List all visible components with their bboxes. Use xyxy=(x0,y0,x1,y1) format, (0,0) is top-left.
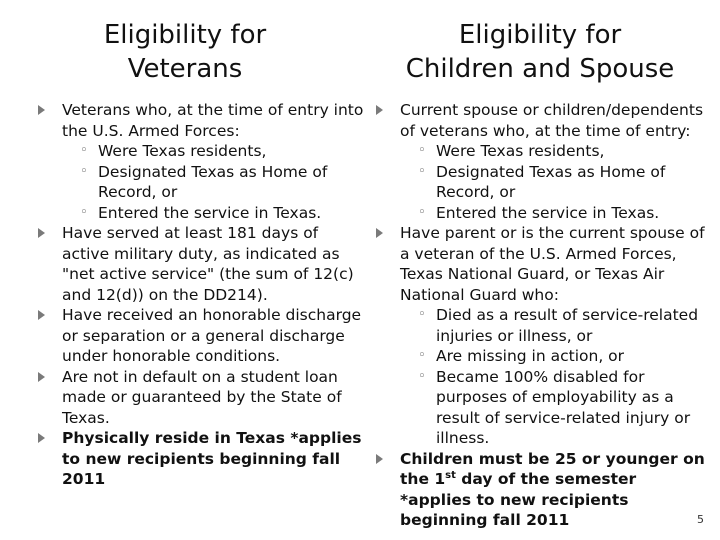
children-spouse-column xyxy=(376,100,706,531)
veterans-title xyxy=(70,18,300,86)
bullet-arrow-icon xyxy=(38,372,45,382)
sub-list-item-text: Are missing in action, or xyxy=(436,347,625,365)
list-item xyxy=(38,100,368,223)
list-item xyxy=(38,367,368,429)
bullet-arrow-icon xyxy=(38,105,45,115)
sub-bullet-icon: ◦ xyxy=(80,163,88,179)
list-item xyxy=(376,223,706,449)
sub-bullet-icon: ◦ xyxy=(418,348,426,363)
veterans-list xyxy=(38,100,368,490)
veterans-title-line1: Eligibility for xyxy=(103,20,267,50)
list-item-text: Children must be 25 or younger on the 1 xyxy=(400,449,705,488)
list-item-text: Veterans who, at the time of entry into the U.S. Armed Forces: xyxy=(62,101,364,140)
veterans-title-line2: Veterans xyxy=(127,54,243,84)
list-item-text: Physically reside in Texas *applies to new recipients beginning fall 2011 xyxy=(62,429,362,488)
bullet-arrow-icon xyxy=(376,228,383,238)
list-item-text: Are not in default on a student loan made or guaranteed by the State of Texas. xyxy=(62,367,342,427)
sub-list-item-text: Entered the service in Texas. xyxy=(98,203,322,222)
list-item-text: Current spouse or children/dependents of veterans who, at the time of entry: xyxy=(400,101,704,140)
sub-list-item xyxy=(62,141,368,162)
sub-list xyxy=(400,141,706,223)
list-item xyxy=(38,428,368,490)
list-item xyxy=(38,305,368,367)
bullet-arrow-icon xyxy=(38,433,45,443)
bullet-arrow-icon xyxy=(38,228,45,238)
sub-list-item xyxy=(400,367,706,449)
sub-bullet-icon: ◦ xyxy=(418,368,426,384)
sub-list-item xyxy=(400,346,706,367)
bullet-arrow-icon xyxy=(376,454,383,464)
sub-list-item xyxy=(400,141,706,162)
sub-bullet-icon: ◦ xyxy=(418,143,426,158)
sub-list xyxy=(400,305,706,449)
list-item-text: Have served at least 181 days of active military duty, as indicated as "net active service" (the sum of 12(c) and 12(d)) on the DD214). xyxy=(62,224,354,304)
sub-list-item-text: Entered the service in Texas. xyxy=(436,203,660,222)
sub-list-item-text: Died as a result of service-related injuries or illness, or xyxy=(436,306,699,345)
sub-list-item xyxy=(400,305,706,346)
sub-list-item-text: Became 100% disabled for purposes of employability as a result of service-related injury or illness. xyxy=(436,367,691,447)
bullet-arrow-icon xyxy=(38,310,45,320)
veterans-column xyxy=(38,100,368,490)
children-spouse-title xyxy=(380,18,700,86)
sub-list-item-text: Designated Texas as Home of Record, or xyxy=(436,162,666,201)
list-item-text: day of the semester *applies to new recipients beginning fall 2011 xyxy=(400,470,637,529)
children-spouse-list xyxy=(376,100,706,531)
ordinal-superscript: st xyxy=(445,469,456,481)
sub-bullet-icon: ◦ xyxy=(418,307,426,322)
children-spouse-title-line1: Eligibility for xyxy=(458,20,622,50)
sub-list-item-text: Were Texas residents, xyxy=(98,142,267,160)
list-item-text: Have received an honorable discharge or separation or a general discharge under honorable conditions. xyxy=(62,306,362,365)
sub-list-item-text: Designated Texas as Home of Record, or xyxy=(98,162,328,201)
list-item-text: Have parent or is the current spouse of a veteran of the U.S. Armed Forces, Texas National Guard, or Texas Air National Guard who: xyxy=(400,224,705,304)
list-item xyxy=(376,449,706,531)
list-item xyxy=(38,223,368,305)
sub-list-item xyxy=(400,203,706,224)
sub-list-item xyxy=(62,162,368,203)
sub-bullet-icon: ◦ xyxy=(80,143,88,158)
sub-list-item-text: Were Texas residents, xyxy=(436,142,605,160)
children-spouse-title-line2: Children and Spouse xyxy=(405,54,675,84)
sub-bullet-icon: ◦ xyxy=(418,204,426,220)
sub-list-item xyxy=(62,203,368,224)
sub-list-item xyxy=(400,162,706,203)
list-item xyxy=(376,100,706,223)
page-number: 5 xyxy=(697,513,704,526)
sub-list xyxy=(62,141,368,223)
sub-bullet-icon: ◦ xyxy=(418,163,426,179)
sub-bullet-icon: ◦ xyxy=(80,204,88,220)
bullet-arrow-icon xyxy=(376,105,383,115)
